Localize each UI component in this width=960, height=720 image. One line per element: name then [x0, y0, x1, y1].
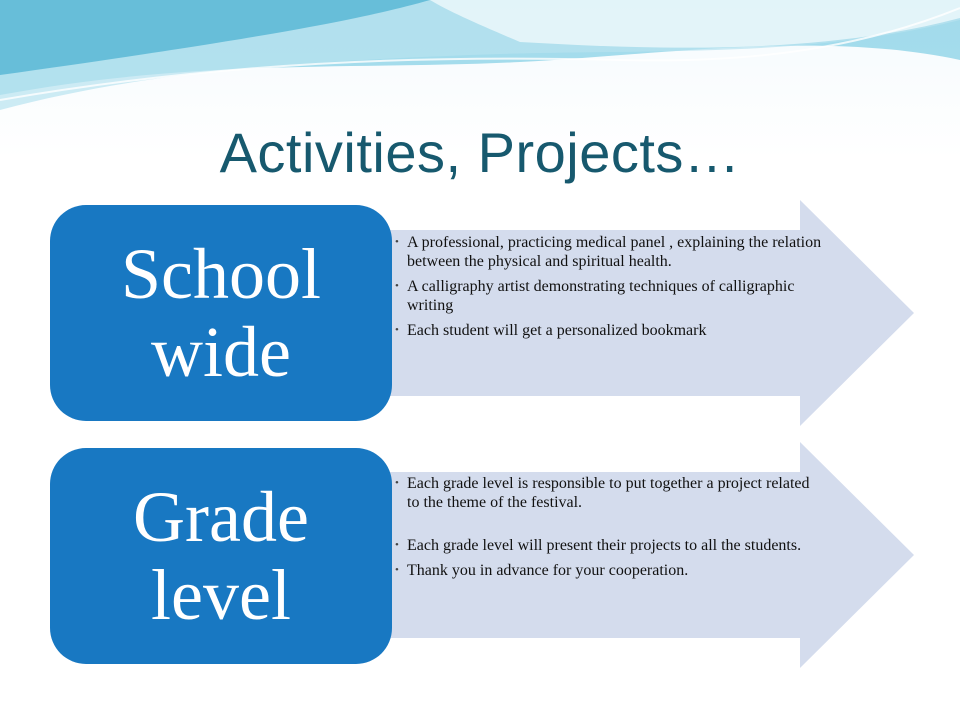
- wave-decoration: [0, 0, 960, 130]
- bullet-item: • A calligraphy artist demonstrating techniques of calligraphic writing: [393, 277, 823, 315]
- bullet-item: • Each grade level is responsible to put together a project related to the theme of the festival.: [393, 474, 823, 512]
- slide-title: Activities, Projects…: [219, 121, 741, 184]
- category-label: Grade level: [133, 477, 309, 635]
- bullet-item: • A professional, practicing medical panel , explaining the relation between the physical and spiritual health.: [393, 233, 823, 271]
- bullet-list: [393, 474, 823, 586]
- bullet-list: [393, 233, 823, 346]
- category-box: [50, 448, 392, 664]
- category-label: School wide: [120, 234, 321, 392]
- category-box: [50, 205, 392, 421]
- row-school-wide: [0, 200, 960, 430]
- bullet-item: • Each grade level will present their projects to all the students.: [393, 536, 823, 555]
- row-grade-level: [0, 442, 960, 672]
- bullet-item: • Thank you in advance for your cooperation.: [393, 561, 823, 580]
- bullet-item: • Each student will get a personalized bookmark: [393, 321, 823, 340]
